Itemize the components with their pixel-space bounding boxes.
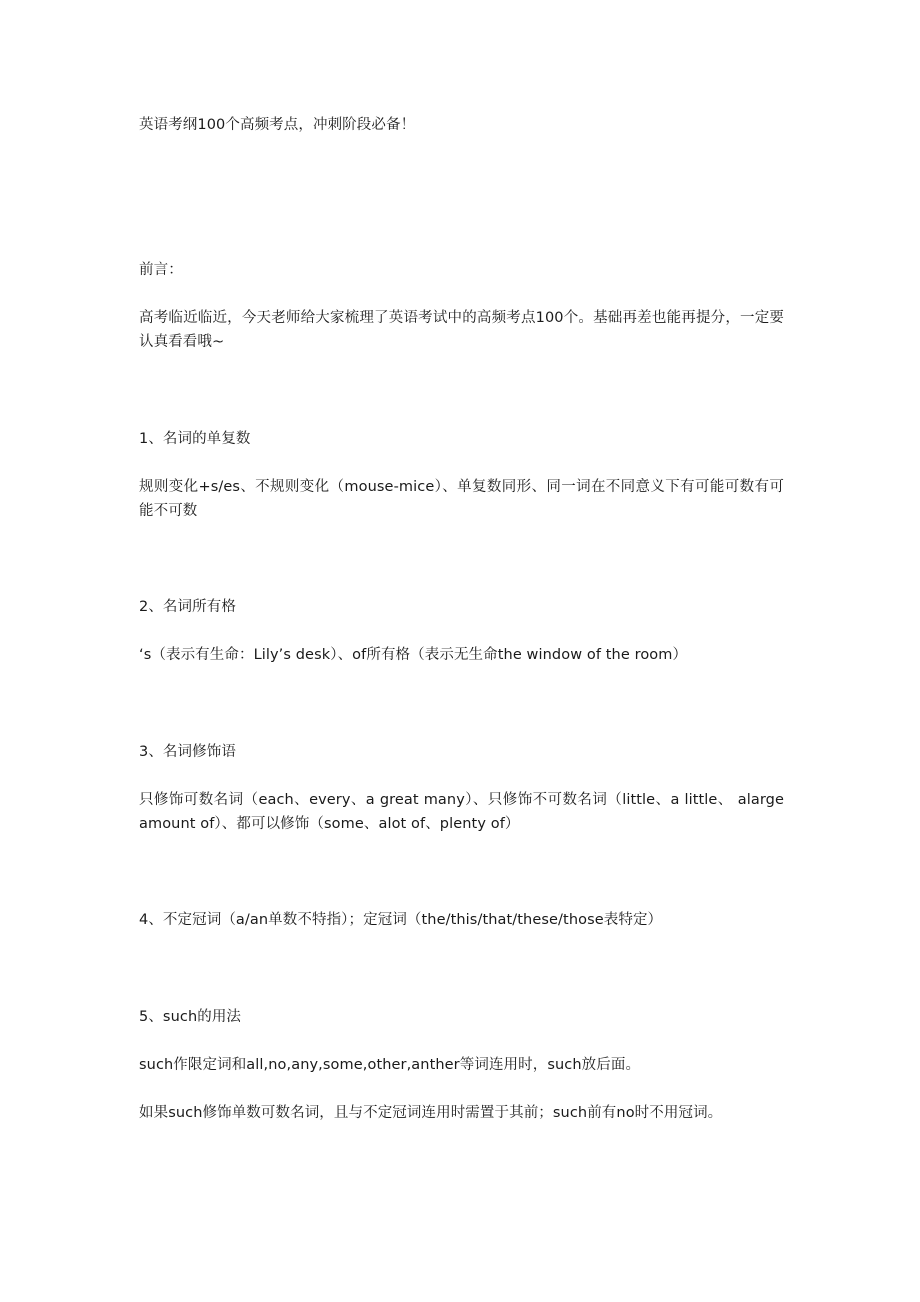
preface-heading: 前言：	[139, 262, 183, 278]
preface-paragraph: 高考临近临近，今天老师给大家梳理了英语考试中的高频考点100个。基础再差也能再提分，一定要认真看看哦~	[139, 310, 784, 350]
document-title: 英语考纲100个高频考点，冲刺阶段必备！	[139, 117, 416, 133]
section-heading: 5、such的用法	[139, 1009, 242, 1025]
section-paragraph: 如果such修饰单数可数名词，且与不定冠词连用时需置于其前；such前有no时不用冠词。	[139, 1105, 723, 1121]
section-heading: 2、名词所有格	[139, 599, 236, 615]
section-paragraph: 规则变化+s/es、不规则变化（mouse-mice）、单复数同形、同一词在不同意义下有可能可数有可能不可数	[139, 479, 784, 519]
section-heading: 3、名词修饰语	[139, 744, 236, 760]
section-paragraph: ‘s（表示有生命：Lily’s desk）、of所有格（表示无生命the window of the room）	[139, 647, 688, 663]
section-paragraph: such作限定词和all,no,any,some,other,anther等词连用时，such放后面。	[139, 1057, 641, 1073]
section-heading: 4、不定冠词（a/an单数不特指）；定冠词（the/this/that/these/those表特定）	[139, 912, 663, 928]
section-heading: 1、名词的单复数	[139, 431, 251, 447]
section-paragraph: 只修饰可数名词（each、every、a great many）、只修饰不可数名词（little、a little、 alarge amount of）、都可以修饰（some、alot of、plenty of）	[139, 792, 784, 832]
